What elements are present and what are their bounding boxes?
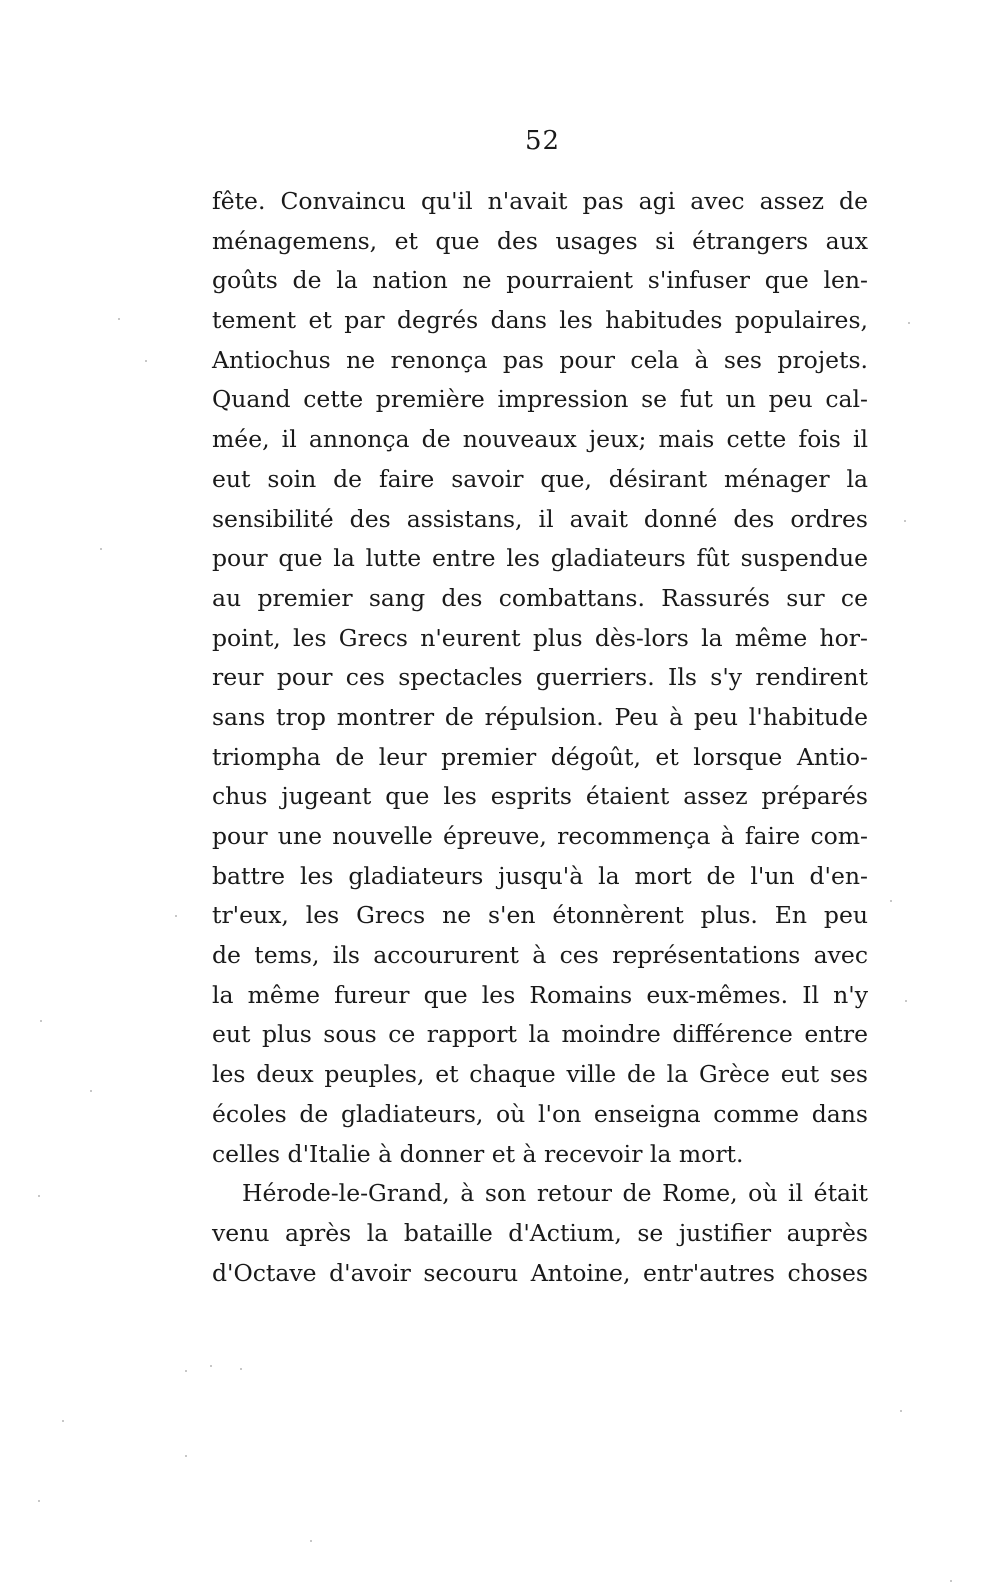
scan-speck [185,1370,187,1372]
text-line: battre les gladiateurs jusqu'à la mort de l'un d'en- [212,861,868,890]
text-line: point, les Grecs n'eurent plus dès-lors la même hor- [212,623,868,652]
text-line: d'Octave d'avoir secouru Antoine, entr'autres choses [212,1258,868,1287]
text-line: écoles de gladiateurs, où l'on enseigna comme dans [212,1099,868,1128]
text-line: ménagemens, et que des usages si étrangers aux [212,226,868,255]
scan-speck [38,1195,40,1197]
scan-speck [175,915,177,917]
scan-speck [90,1090,92,1092]
text-line: pour que la lutte entre les gladiateurs fût suspendue [212,544,868,573]
text-line: eut soin de faire savoir que, désirant ménager la [212,464,868,493]
scan-speck [100,548,102,550]
text-line: sensibilité des assistans, il avait donné des ordres [212,504,868,533]
scan-speck [62,1420,64,1422]
scan-speck [950,1580,952,1582]
text-line: mée, il annonça de nouveaux jeux; mais cette fois il [212,425,868,454]
scan-speck [310,1540,312,1542]
text-line: celles d'Italie à donner et à recevoir la mort. [212,1139,744,1168]
text-line: reur pour ces spectacles guerriers. Ils s'y rendirent [212,663,868,692]
text-line: la même fureur que les Romains eux-mêmes. Il n'y [212,980,868,1009]
text-line: venu après la bataille d'Actium, se justifier auprès [212,1218,868,1247]
paragraph-1 [212,182,868,1174]
text-line: Quand cette première impression se fut un peu cal- [212,385,868,414]
text-line: triompha de leur premier dégoût, et lorsque Antio- [212,742,868,771]
text-line: pour une nouvelle épreuve, recommença à faire com- [212,822,868,850]
scan-speck [118,318,120,320]
scan-speck [908,322,910,324]
scan-speck [210,1365,212,1367]
text-line: Antiochus ne renonça pas pour cela à ses projets. [212,345,868,374]
text-line: fête. Convaincu qu'il n'avait pas agi avec assez de [212,187,868,215]
scan-speck [900,1410,902,1412]
scan-speck [145,360,147,362]
body-text [212,182,868,1293]
scan-speck [904,520,906,522]
text-line: goûts de la nation ne pourraient s'infuser que len- [212,266,868,295]
paragraph-2 [212,1174,868,1293]
scan-speck [240,1368,242,1370]
page-number: 52 [525,126,561,156]
scan-speck [40,1020,42,1022]
text-line: eut plus sous ce rapport la moindre différence entre [212,1020,868,1049]
text-line: Hérode-le-Grand, à son retour de Rome, où il était [242,1179,868,1208]
scan-speck [185,1455,187,1457]
text-line: au premier sang des combattans. Rassurés sur ce [212,583,868,612]
text-line: chus jugeant que les esprits étaient assez préparés [212,782,868,811]
scan-speck [905,1000,907,1002]
text-line: de tems, ils accoururent à ces représentations avec [212,941,868,970]
text-line: tement et par degrés dans les habitudes populaires, [212,306,868,335]
text-line: les deux peuples, et chaque ville de la Grèce eut ses [212,1060,868,1089]
text-line: sans trop montrer de répulsion. Peu à peu l'habitude [212,702,868,731]
text-line: tr'eux, les Grecs ne s'en étonnèrent plus. En peu [212,901,868,930]
scan-speck [890,900,892,902]
scan-speck [38,1500,40,1502]
